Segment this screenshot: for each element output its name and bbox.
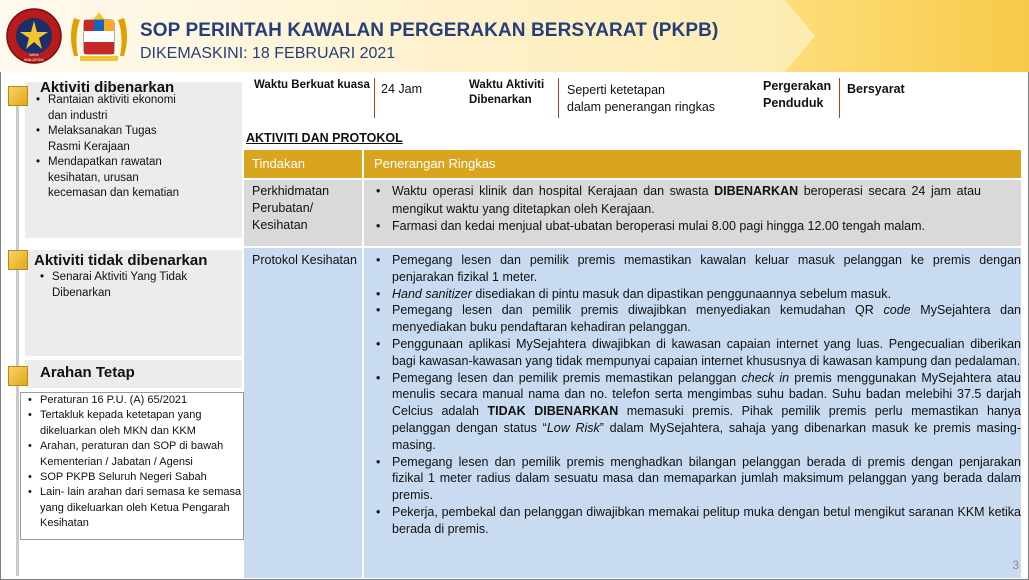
list-item: • Lain- lain arahan dari semasa ke semasa yang dikeluarkan oleh Ketua Pengarah Kesihatan xyxy=(26,485,244,531)
health-protocol-list xyxy=(372,252,1021,538)
coat-of-arms-icon xyxy=(71,12,127,61)
list-item: • Arahan, peraturan dan SOP di bawah Kementerian / Jabatan / Agensi xyxy=(26,439,244,470)
section-marker-icon xyxy=(8,366,28,386)
table-header-row xyxy=(244,150,1021,178)
divider xyxy=(558,78,559,118)
row-label-health-protocol: Protokol Kesihatan xyxy=(252,253,357,267)
divider xyxy=(362,150,364,178)
effective-label: Waktu Berkuat kuasa xyxy=(254,79,370,91)
movement-value: Bersyarat xyxy=(847,82,905,96)
activity-time-value: Seperti ketetapan dalam penerangan ringkas xyxy=(567,83,716,114)
list-item: • Pemegang lesen dan pemilik premis menghadkan bilangan pelanggan berada di premis dengan penjarakan fizikal 1 meter radius dalam sesuatu masa dan memaparkan jumlah maksimum pelanggan yang berada dalam premis. xyxy=(372,454,1021,504)
divider xyxy=(374,78,375,118)
page-title: SOP PERINTAH KAWALAN PERGERAKAN BERSYARAT (PKPB) xyxy=(140,20,719,41)
section-marker-icon xyxy=(8,86,28,106)
page-number: 3 xyxy=(1012,558,1019,572)
list-item: • Hand sanitizer disediakan di pintu masuk dan dipastikan penggunaannya sebelum masuk. xyxy=(372,286,1021,303)
mkn-logo-icon xyxy=(7,9,61,63)
list-item: • Peraturan 16 P.U. (A) 65/2021 xyxy=(26,393,244,408)
svg-text:MKN: MKN xyxy=(29,52,39,57)
divider xyxy=(839,78,840,118)
list-item: • Tertakluk kepada ketetapan yang dikeluarkan oleh MKN dan KKM xyxy=(26,408,244,439)
list-item: • Penggunaan aplikasi MySejahtera diwajibkan di kawasan capaian internet yang luas. Pengecualian diberikan bagi kawasan-kawasan yang tidak mempunyai capaian internet khususnya di kawasan kampung dan pedalaman. xyxy=(372,336,1021,370)
effective-value: 24 Jam xyxy=(381,82,422,96)
list-item: • Mendapatkan rawatan kesihatan, urusan kecemasan dan kematian xyxy=(34,155,184,202)
left-timeline-rule xyxy=(16,96,19,576)
not-allowed-title: Aktiviti tidak dibenarkan xyxy=(34,252,208,269)
svg-text:MALAYSIA: MALAYSIA xyxy=(24,57,44,62)
logos xyxy=(4,6,134,66)
directives-title: Arahan Tetap xyxy=(40,364,135,381)
list-item: • Pemegang lesen dan pemilik premis diwajibkan menyediakan kemudahan QR code MySejahtera dan menyediakan buku pendaftaran kehadiran pelanggan. xyxy=(372,302,1021,336)
movement-label: Pergerakan Penduduk xyxy=(763,79,832,110)
allowed-list xyxy=(34,93,184,202)
section-heading: AKTIVITI DAN PROTOKOL xyxy=(246,131,403,145)
list-item: • Pekerja, pembekal dan pelanggan diwajibkan memakai pelitup muka dengan betul mengikut saranan KKM ketika berada di premis. xyxy=(372,504,1021,538)
list-item: • Senarai Aktiviti Yang Tidak Dibenarkan xyxy=(38,270,198,301)
table-cell xyxy=(244,248,362,578)
list-item: • SOP PKPB Seluruh Negeri Sabah xyxy=(26,470,244,485)
activity-time-label: Waktu Aktiviti Dibenarkan xyxy=(469,79,545,106)
list-item: • Melaksanakan Tugas Rasmi Kerajaan xyxy=(34,124,184,155)
list-item: • Waktu operasi klinik dan hospital Kerajaan dan swasta DIBENARKAN beroperasi secara 24 jam atau mengikut waktu yang ditetapkan oleh Kerajaan. xyxy=(372,183,981,218)
table-header-cell: Penerangan Ringkas xyxy=(374,156,496,171)
row-label-medical: Perkhidmatan Perubatan/ Kesihatan xyxy=(252,184,330,232)
list-item: • Pemegang lesen dan pemilik premis memastikan pelanggan check in premis menggunakan MySejahtera atau menulis secara manual nama dan no. telefon serta mengimbas suhu badan. Suhu badan melebihi 37.5 darjah Celcius adalah TIDAK DIBENARKAN memasuki premis. Pihak pemilik premis perlu memastikan hanya pelanggan dengan status “Low Risk” dalam MySejahtera, sahaja yang dibenarkan masuk ke premis masing-masing. xyxy=(372,370,1021,454)
list-item: • Rantaian aktiviti ekonomi dan industri xyxy=(34,93,184,124)
section-marker-icon xyxy=(8,250,28,270)
page-subtitle: DIKEMASKINI: 18 FEBRUARI 2021 xyxy=(140,45,396,62)
not-allowed-list xyxy=(38,270,198,301)
list-item: • Pemegang lesen dan pemilik premis memastikan kawalan keluar masuk pelanggan ke premis dengan penjarakan fizikal 1 meter. xyxy=(372,252,1021,286)
activity-table xyxy=(244,150,1021,578)
list-item: • Farmasi dan kedai menjual ubat-ubatan beroperasi mulai 8.00 pagi hingga 12.00 tengah malam. xyxy=(372,218,981,236)
table-header-cell: Tindakan xyxy=(252,156,305,171)
allowed-title: Aktiviti dibenarkan xyxy=(40,79,175,96)
directives-list xyxy=(26,393,244,532)
medical-list xyxy=(372,183,981,236)
